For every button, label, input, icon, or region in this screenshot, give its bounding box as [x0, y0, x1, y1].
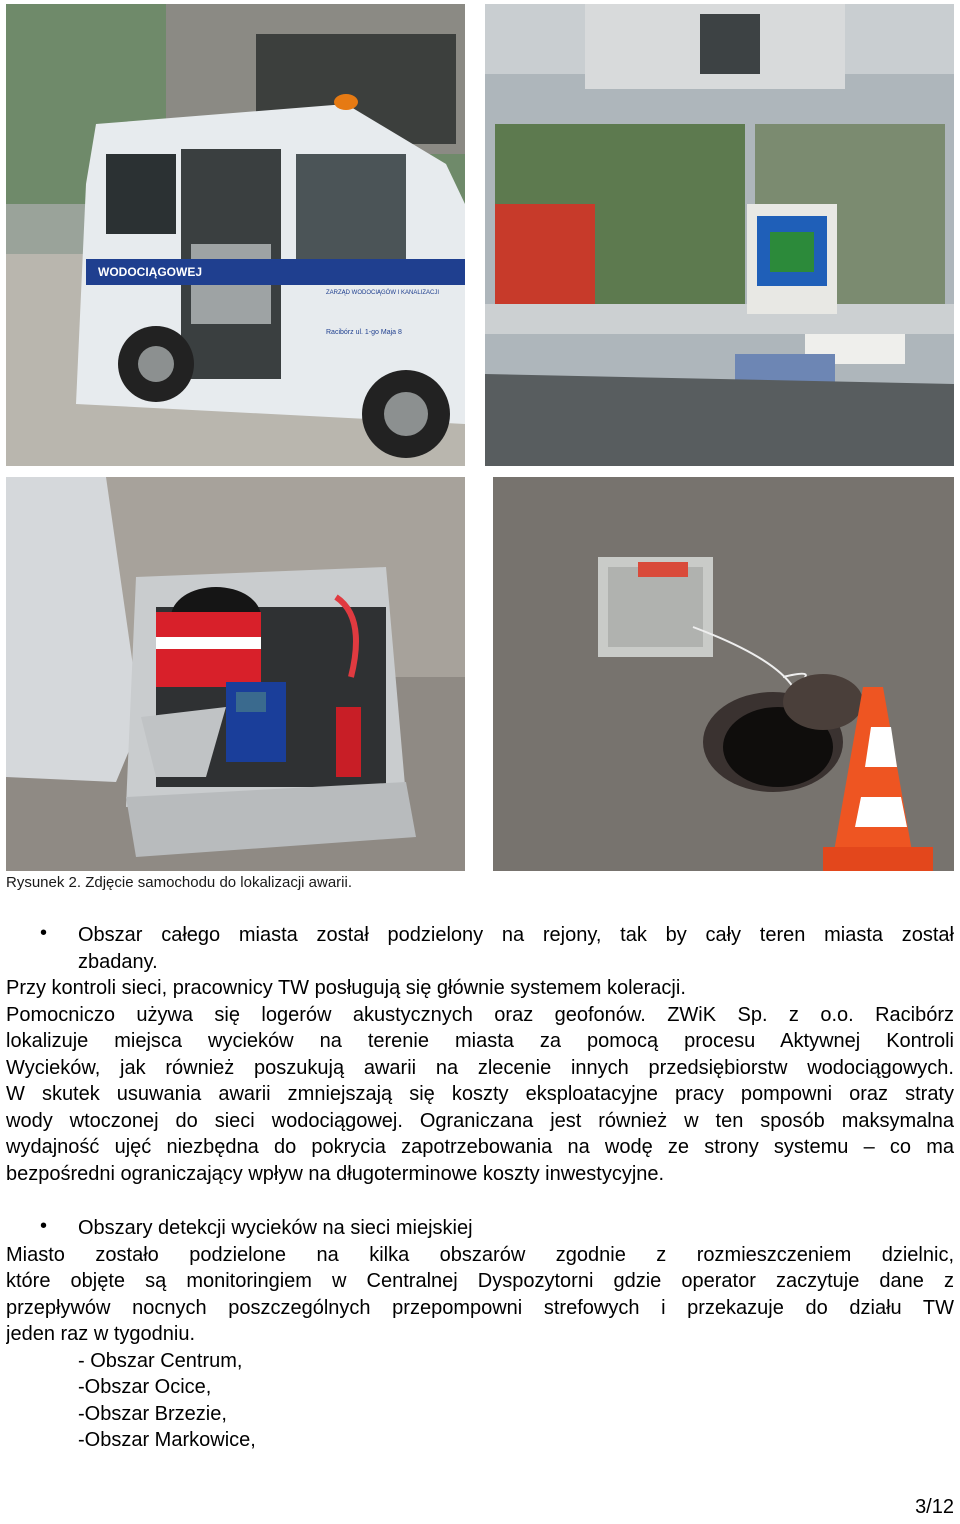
area-item: -Obszar Ocice, — [78, 1376, 212, 1398]
text-line: Wycieków, jak również poszukują awarii na zlecenie innych przedsiębiorstw wodociągowych. — [6, 1056, 954, 1079]
figure-caption: Rysunek 2. Zdjęcie samochodu do lokalizacji awarii. — [6, 874, 352, 891]
photo-manhole-logger — [493, 477, 954, 871]
text-line: które objęte są monitoringiem w Centralnej Dyspozytorni gdzie operator zaczytuje dane z — [6, 1270, 954, 1292]
page-number: 3/12 — [915, 1496, 954, 1518]
text-line: Przy kontroli sieci, pracownicy TW posługują się głównie systemem koleracji. — [6, 977, 686, 999]
text-line: Obszar całego miasta został podzielony na rejony, tak by cały teren miasta został — [78, 924, 954, 946]
text-line: jeden raz w tygodniu. — [6, 1323, 196, 1345]
text-line: Miasto zostało podzielone na kilka obszarów zgodnie z rozmieszczeniem dzielnic, — [6, 1243, 954, 1266]
text-line: lokalizuje miejsca wycieków na terenie miasta za pomocą procesu Aktywnej Kontroli — [6, 1030, 954, 1052]
text-line: W skutek usuwania awarii zmniejszają się koszty eksploatacyjne pracy pompowni oraz straty — [6, 1083, 954, 1105]
text-line: wody wtoczonej do sieci wodociągowej. Ograniczana jest również w ten sposób maksymalna — [6, 1109, 954, 1132]
text-line: bezpośredni ograniczający wpływ na długoterminowe koszty inwestycyjne. — [6, 1162, 665, 1185]
photo-van-exterior — [6, 4, 465, 466]
bullet-2: • — [40, 1215, 48, 1237]
text-line: wydajność ujęć niezbędna do pokrycia zapotrzebowania na wodę ze strony systemu – co ma — [6, 1136, 954, 1158]
section2-heading: Obszary detekcji wycieków na sieci miejskiej — [78, 1217, 473, 1239]
text-line: przepływów nocnych poszczególnych przepompowni strefowych i przekazuje do działu TW — [6, 1296, 954, 1319]
area-item: - Obszar Centrum, — [78, 1349, 243, 1372]
van-address-text: Racibórz ul. 1-go Maja 8 — [326, 329, 402, 336]
van-logo-text: ZARZĄD WODOCIĄGÓW I KANALIZACJI — [326, 290, 440, 296]
bullet-1: • — [40, 922, 48, 944]
text-line: zbadany. — [78, 950, 158, 973]
section1-text — [6, 922, 954, 1187]
section2-text — [6, 1215, 954, 1454]
area-item: -Obszar Markowice, — [78, 1429, 256, 1451]
van-lettering: WODOCIĄGOWEJ — [98, 265, 202, 279]
photo-equipment-case — [6, 477, 465, 871]
photo-van-interior — [485, 4, 954, 466]
area-item: -Obszar Brzezie, — [78, 1402, 227, 1425]
text-line: Pomocniczo używa się logerów akustycznych oraz geofonów. ZWiK Sp. z o.o. Racibórz — [6, 1003, 954, 1026]
